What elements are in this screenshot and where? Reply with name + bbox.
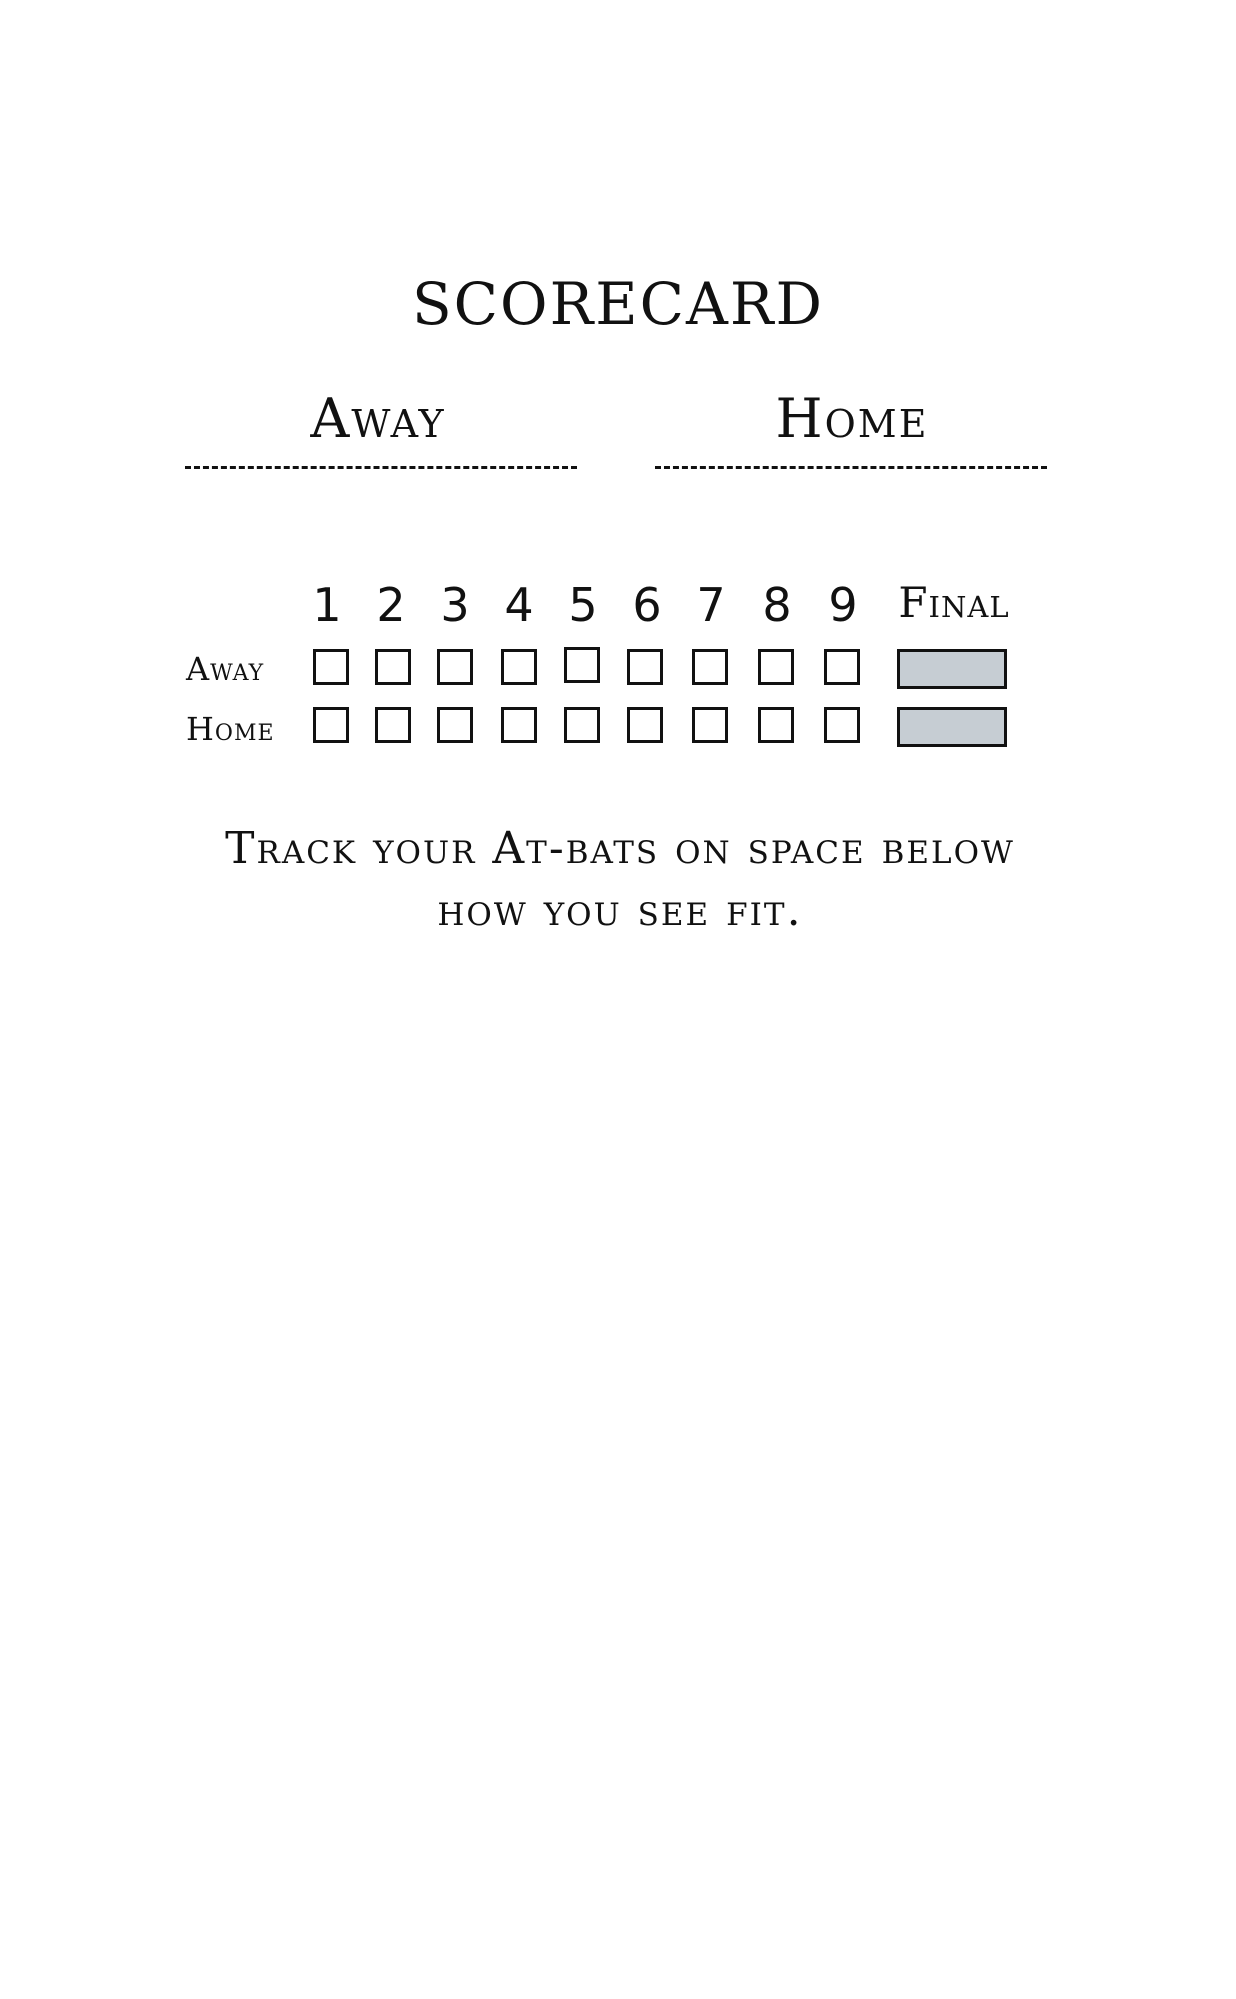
page-title: SCORECARD xyxy=(411,270,825,338)
home-inning-3-box[interactable] xyxy=(437,707,473,743)
inning-1-header: 1 xyxy=(312,578,342,632)
home-final-box[interactable] xyxy=(897,707,1007,747)
inning-8-header: 8 xyxy=(762,578,792,632)
away-team-label: Away xyxy=(310,387,446,450)
home-team-name-line[interactable] xyxy=(655,466,1047,469)
inning-4-header: 4 xyxy=(504,578,534,632)
away-row-label: Away xyxy=(186,650,265,688)
away-inning-9-box[interactable] xyxy=(824,649,860,685)
away-inning-4-box[interactable] xyxy=(501,649,537,685)
instructions-line-2: how you see fit. xyxy=(437,885,803,936)
away-team-name-line[interactable] xyxy=(185,466,577,469)
inning-5-header: 5 xyxy=(568,578,598,632)
home-inning-7-box[interactable] xyxy=(692,707,728,743)
home-inning-1-box[interactable] xyxy=(313,707,349,743)
inning-2-header: 2 xyxy=(376,578,406,632)
away-inning-6-box[interactable] xyxy=(627,649,663,685)
home-team-label: Home xyxy=(775,387,929,450)
home-inning-5-box[interactable] xyxy=(564,707,600,743)
inning-9-header: 9 xyxy=(828,578,858,632)
away-inning-8-box[interactable] xyxy=(758,649,794,685)
inning-7-header: 7 xyxy=(696,578,726,632)
inning-6-header: 6 xyxy=(632,578,662,632)
home-row-label: Home xyxy=(186,710,275,748)
home-inning-8-box[interactable] xyxy=(758,707,794,743)
at-bat-tracking-area[interactable] xyxy=(140,960,1100,1920)
home-inning-4-box[interactable] xyxy=(501,707,537,743)
away-final-box[interactable] xyxy=(897,649,1007,689)
away-inning-7-box[interactable] xyxy=(692,649,728,685)
away-inning-2-box[interactable] xyxy=(375,649,411,685)
away-inning-5-box[interactable] xyxy=(564,647,600,683)
home-inning-9-box[interactable] xyxy=(824,707,860,743)
instructions-text xyxy=(140,818,1100,942)
home-inning-6-box[interactable] xyxy=(627,707,663,743)
final-header: Final xyxy=(898,578,1010,627)
instructions-line-1: Track your At-bats on space below xyxy=(225,823,1015,874)
away-inning-1-box[interactable] xyxy=(313,649,349,685)
inning-3-header: 3 xyxy=(440,578,470,632)
home-inning-2-box[interactable] xyxy=(375,707,411,743)
away-inning-3-box[interactable] xyxy=(437,649,473,685)
